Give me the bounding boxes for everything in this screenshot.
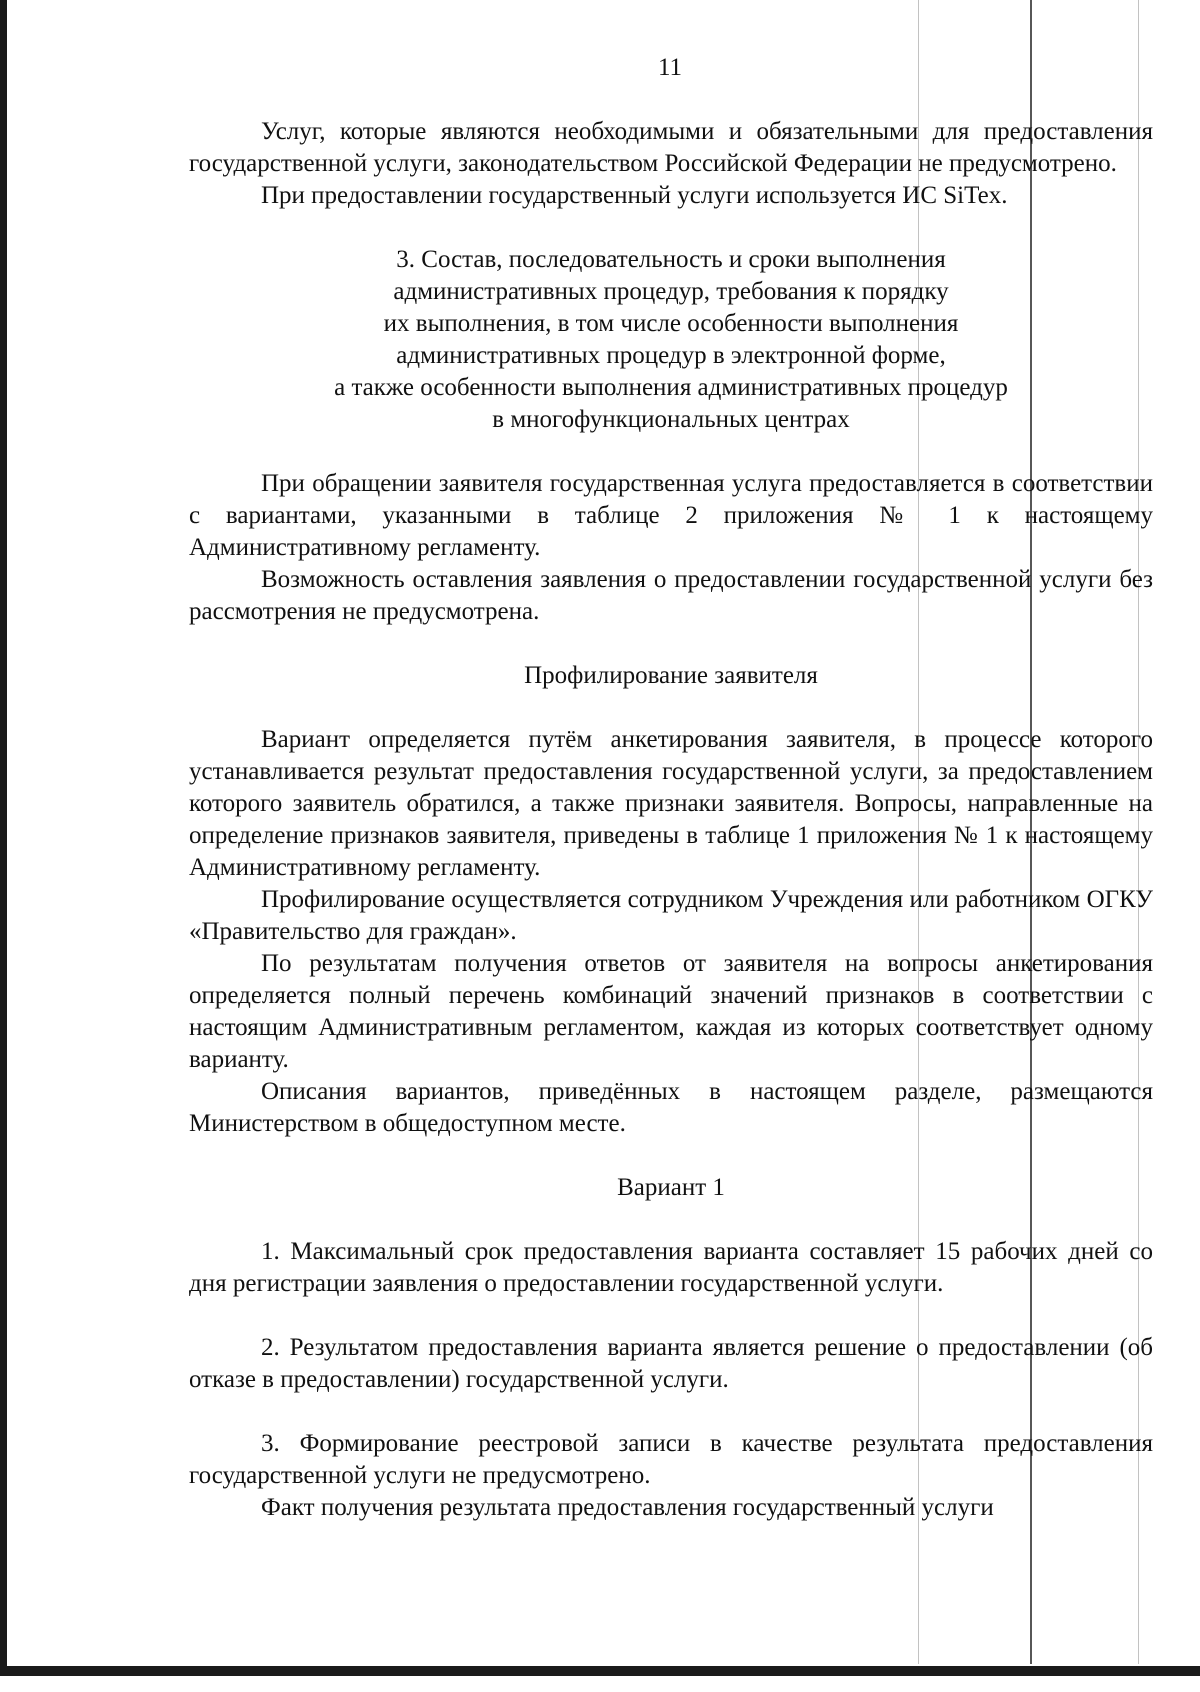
- numbered-paragraph: 2. Результатом предоставления варианта является решение о предоставлении (об отказе в предоставлении) государственной услуги.: [189, 1334, 1153, 1393]
- paragraph: При обращении заявителя государственная услуга предоставляется в соответствии с вариантами, указанными в таблице 2 приложения № 1 к настоящему Административному регламенту.: [189, 470, 1153, 561]
- heading-line: административных процедур, требования к порядку: [393, 278, 949, 305]
- heading-line: в многофункциональных центрах: [492, 406, 850, 433]
- numbered-paragraph: 3. Формирование реестровой записи в качестве результата предоставления государственной услуги не предусмотрено.: [189, 1430, 1153, 1489]
- heading-line: административных процедур в электронной форме,: [396, 342, 946, 369]
- section-heading: [189, 244, 1153, 436]
- scan-bottom-edge: [0, 1666, 1200, 1676]
- paragraph: По результатам получения ответов от заявителя на вопросы анкетирования определяется полный перечень комбинаций значений признаков в соответствии с настоящим Административным регламентом, каждая из которых соответствует одному варианту.: [189, 950, 1153, 1073]
- heading-line: 3. Состав, последовательность и сроки выполнения: [396, 246, 946, 273]
- numbered-paragraph: 1. Максимальный срок предоставления варианта составляет 15 рабочих дней со дня регистрации заявления о предоставлении государственной услуги.: [189, 1238, 1153, 1297]
- paragraph: Профилирование осуществляется сотрудником Учреждения или работником ОГКУ «Правительство для граждан».: [189, 886, 1153, 945]
- paragraph: Услуг, которые являются необходимыми и обязательными для предоставления государственной услуги, законодательством Российской Федерации не предусмотрено.: [189, 118, 1153, 177]
- subsection-heading: Профилирование заявителя: [524, 662, 818, 689]
- paragraph: Описания вариантов, приведённых в настоящем разделе, размещаются Министерством в общедоступном месте.: [189, 1078, 1153, 1137]
- scan-left-edge: [0, 0, 7, 1672]
- variant-heading: Вариант 1: [617, 1174, 725, 1201]
- heading-line: а также особенности выполнения административных процедур: [334, 374, 1008, 401]
- paragraph: При предоставлении государственный услуги используется ИС SiTex.: [261, 182, 1008, 209]
- paragraph-continued: Факт получения результата предоставления государственный услуги: [261, 1494, 994, 1521]
- heading-line: их выполнения, в том числе особенности выполнения: [383, 310, 959, 337]
- document-body: [189, 116, 1153, 1524]
- page-number: 11: [657, 54, 683, 81]
- paragraph: Вариант определяется путём анкетирования заявителя, в процессе которого устанавливается результат предоставления государственной услуги, за предоставлением которого заявитель обратился, а также признаки заявителя. Вопросы, направленные на определение признаков заявителя, приведены в таблице 1 приложения № 1 к настоящему Административному регламенту.: [189, 726, 1153, 881]
- paragraph: Возможность оставления заявления о предоставлении государственной услуги без рассмотрения не предусмотрена.: [189, 566, 1153, 625]
